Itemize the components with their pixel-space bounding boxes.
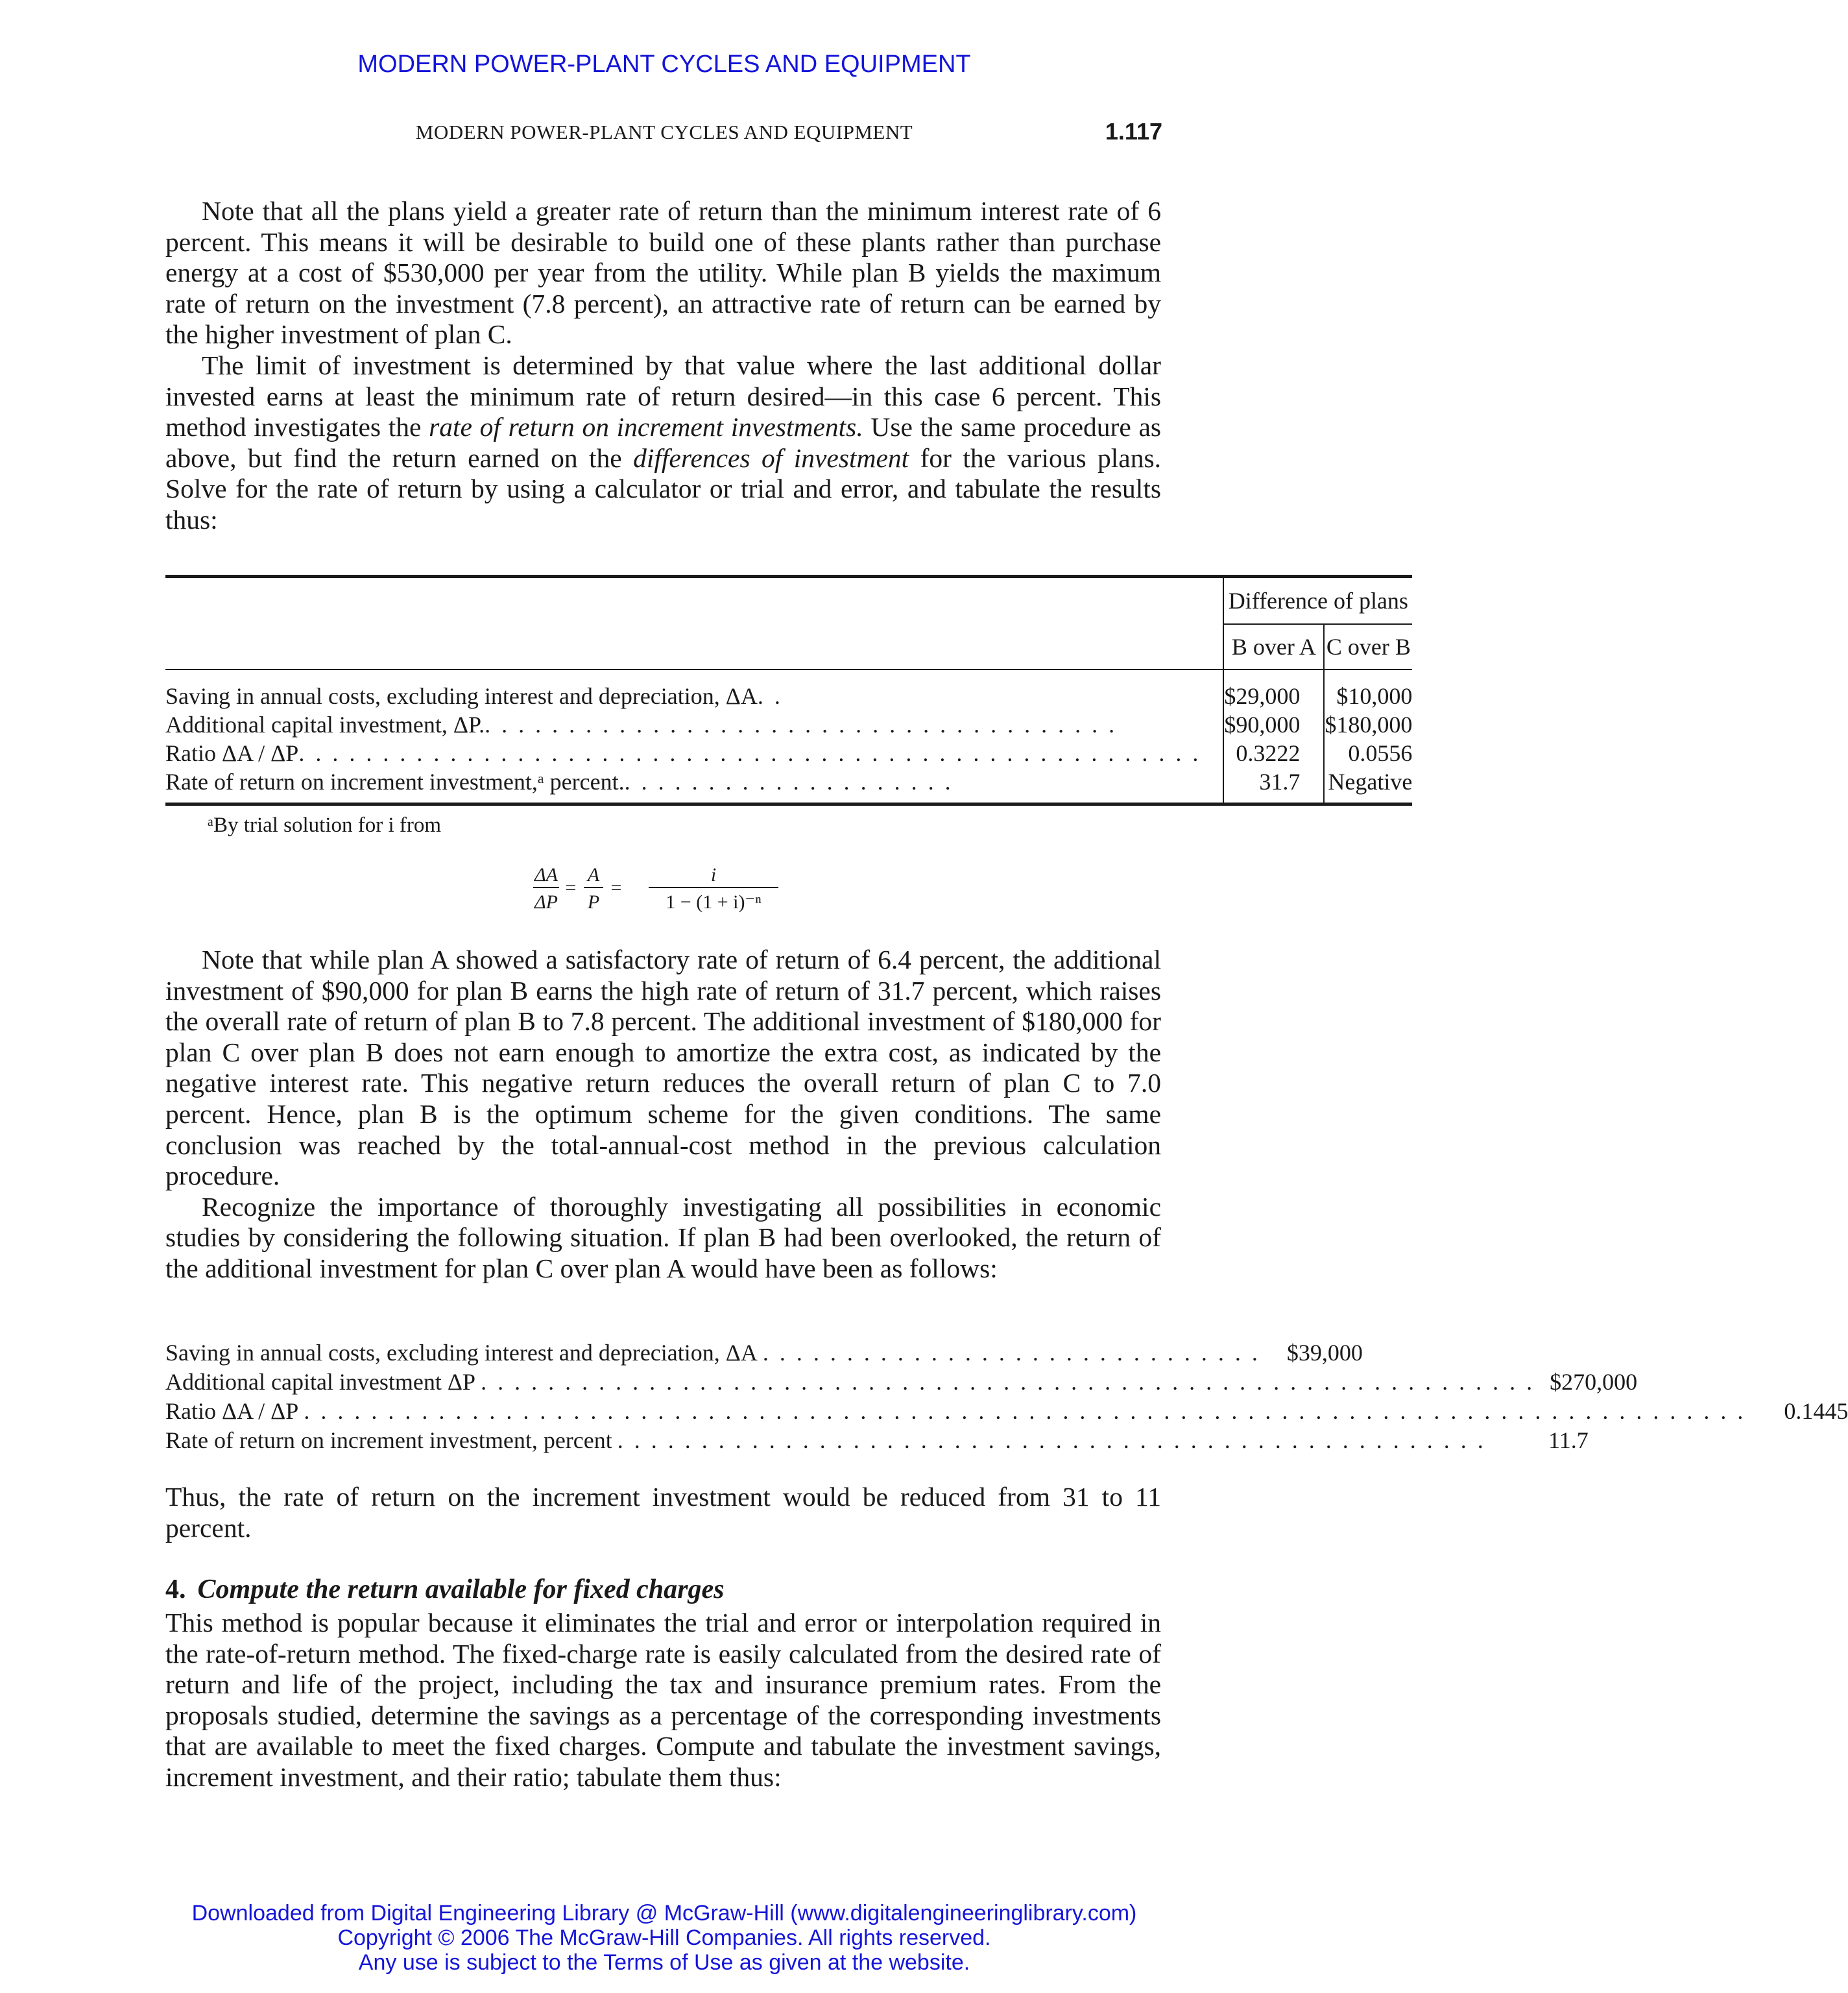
rate-of-return-equation	[532, 863, 804, 915]
list-item-value: $270,000	[1550, 1369, 1638, 1395]
body-text-top	[165, 196, 1161, 536]
list-item-label: Saving in annual costs, excluding interest and depreciation, ΔA	[165, 1340, 758, 1366]
equation-rhs-numerator: i	[710, 864, 717, 886]
equation-mid-numerator: A	[587, 864, 600, 886]
step-number: 4.	[165, 1575, 186, 1604]
equation-equals: =	[565, 877, 577, 899]
table-footnote: ᵃBy trial solution for i from	[208, 814, 442, 837]
footer-download-link[interactable]: Downloaded from Digital Engineering Library @ McGraw-Hill (www.digitalengineeringlibrary.com)	[191, 1901, 1137, 1926]
footer-notice	[0, 1901, 1328, 1975]
table-col-header-b-over-a: B over A	[1223, 624, 1324, 670]
list-item: Additional capital investment ΔP . . . . . . . . . . . . . . . . . . . . . . . . . . . . . . . . . . . . . . . . . . . . . . . . . . . . . . . . . . . . . . . $270,000	[165, 1369, 1638, 1395]
body-text-middle	[165, 945, 1161, 1285]
table-row: Additional capital investment, ΔP. . . . . . . . . . . . . . . . . . . . . . . . . . . . . . . . . . . . . . . $90,000 $180,000	[165, 712, 1413, 738]
list-item: Saving in annual costs, excluding interest and depreciation, ΔA . . . . . . . . . . . . . . . . . . . . . . . . . . . . . . $39,000	[165, 1340, 1363, 1366]
table-header-spacer	[165, 577, 1223, 670]
paragraph-2-text-c: for the various plans. Solve for the rate of return by using a calculator or trial and error, and tabulate the results thus:	[165, 442, 1161, 535]
running-head-title: MODERN POWER-PLANT CYCLES AND EQUIPMENT	[415, 121, 913, 143]
table-row: Rate of return on increment investment,ᵃ percent. . . . . . . . . . . . . . . . . . . . . 31.7 Negative	[165, 767, 1412, 804]
body-text-conclusion	[165, 1482, 1161, 1543]
paragraph-6: This method is popular because it eliminates the trial and error or interpolation required in the rate-of-return method. The fixed-charge rate is easily calculated from the desired rate of return and life of the project, including the tax and insurance premium rates. From the proposals studied, determine the savings as a percentage of the corresponding investments that are available to meet the fixed charges. Compute and tabulate the investment savings, increment investment, and their ratio; tabulate them thus:	[165, 1608, 1161, 1792]
table-row: Ratio ΔA / ΔP . . . . . . . . . . . . . . . . . . . . . . . . . . . . . . . . . . . . . . . . . . . . . . . . . . . . . . 0.3222 0.0556	[165, 740, 1413, 766]
list-item-label: Additional capital investment ΔP	[165, 1369, 476, 1395]
body-text-step-4	[165, 1608, 1161, 1793]
table-cell-c: 0.0556	[1324, 739, 1412, 767]
table-cell-c: $180,000	[1325, 712, 1413, 738]
paragraph-5: Thus, the rate of return on the increment investment would be reduced from 31 to 11 percent.	[165, 1482, 1161, 1543]
table-cell-b: 31.7	[1223, 767, 1324, 804]
list-item-value: 0.1445	[1784, 1398, 1848, 1424]
table-row: Saving in annual costs, excluding interest and depreciation, ΔA . . $29,000 $10,000	[165, 670, 1412, 710]
paragraph-4: Recognize the importance of thoroughly investigating all possibilities in economic studies by considering the following situation. If plan B had been overlooked, the return of the additional investment for plan C over plan A would have been as follows:	[165, 1191, 1161, 1283]
table-cell-c: Negative	[1324, 767, 1412, 804]
page-number: 1.117	[1105, 118, 1162, 145]
table-row-label: Rate of return on increment investment,ᵃ percent.	[165, 769, 625, 795]
list-item: Ratio ΔA / ΔP . . . . . . . . . . . . . . . . . . . . . . . . . . . . . . . . . . . . . . . . . . . . . . . . . . . . . . . . . . . . . . . . . . . . . . . . . . . . . . . . . . . . . . 0.1445	[165, 1398, 1848, 1424]
table-cell-b: $90,000	[1223, 710, 1324, 739]
step-4-heading	[165, 1574, 725, 1605]
paragraph-2-text-a: The limit of investment is determined by that value where the last additional dollar invested earns at least the minimum rate of return desired—in this case 6 percent. This method investigates the	[165, 350, 1161, 442]
list-item: Rate of return on increment investment, percent . . . . . . . . . . . . . . . . . . . . . . . . . . . . . . . . . . . . . . . . . . . . . . . . . . . . 11.7	[165, 1427, 1589, 1453]
list-item-label: Ratio ΔA / ΔP	[165, 1398, 299, 1424]
equation-lhs-numerator: ΔA	[534, 864, 558, 886]
table-group-header: Difference of plans	[1223, 577, 1412, 625]
equation-equals-2: =	[610, 877, 622, 899]
table-cell-b: 0.3222	[1223, 739, 1324, 767]
step-title: Compute the return available for fixed charges	[197, 1575, 725, 1604]
table-cell-b: $29,000	[1223, 670, 1324, 710]
list-item-value: 11.7	[1548, 1427, 1589, 1453]
running-head	[0, 118, 1328, 147]
equation-mid-denominator: P	[587, 891, 600, 913]
table-row-label: Ratio ΔA / ΔP	[165, 740, 299, 766]
equation-lhs-denominator: ΔP	[534, 891, 558, 913]
table-row-label: Saving in annual costs, excluding interest and depreciation, ΔA	[165, 683, 758, 709]
table-col-header-c-over-b: C over B	[1324, 624, 1412, 670]
header-banner-link[interactable]: MODERN POWER-PLANT CYCLES AND EQUIPMENT	[357, 51, 971, 78]
paragraph-2	[165, 350, 1161, 536]
equation-rhs-denominator: 1 − (1 + i)⁻ⁿ	[666, 891, 762, 913]
paragraph-2-emphasis-b: differences of investment	[633, 442, 909, 473]
footer-copyright: Copyright © 2006 The McGraw-Hill Companies. All rights reserved.	[337, 1926, 991, 1950]
list-item-label: Rate of return on increment investment, percent	[165, 1427, 612, 1453]
paragraph-1: Note that all the plans yield a greater rate of return than the minimum interest rate of 6 percent. This means it will be desirable to build one of these plants rather than purchase energy at a cost of $530,000 per year from the utility. While plan B yields the maximum rate of return on the investment (7.8 percent), an attractive rate of return can be earned by the higher investment of plan C.	[165, 196, 1161, 350]
paragraph-2-emphasis-a: rate of return on increment investments.	[429, 412, 863, 442]
difference-of-plans-table	[165, 575, 1412, 806]
paragraph-3: Note that while plan A showed a satisfactory rate of return of 6.4 percent, the additional investment of $90,000 for plan B earns the high rate of return of 31.7 percent, which raises the overall rate of return of plan B to 7.8 percent. The additional investment of $180,000 for plan C over plan B does not earn enough to amortize the extra cost, as indicated by the negative interest rate. This negative return reduces the overall return of plan C to 7.0 percent. Hence, plan B is the optimum scheme for the given conditions. The same conclusion was reached by the total-annual-cost method in the previous calculation procedure.	[165, 945, 1161, 1191]
table-cell-c: $10,000	[1324, 670, 1412, 710]
c-over-a-list	[165, 1339, 1848, 1456]
table-row-label: Additional capital investment, ΔP.	[165, 712, 485, 738]
list-item-value: $39,000	[1286, 1340, 1363, 1366]
footer-terms: Any use is subject to the Terms of Use as given at the website.	[358, 1950, 970, 1975]
paragraph-2-text-b: Use the same procedure as above, but find the return earned on the	[165, 412, 1162, 473]
